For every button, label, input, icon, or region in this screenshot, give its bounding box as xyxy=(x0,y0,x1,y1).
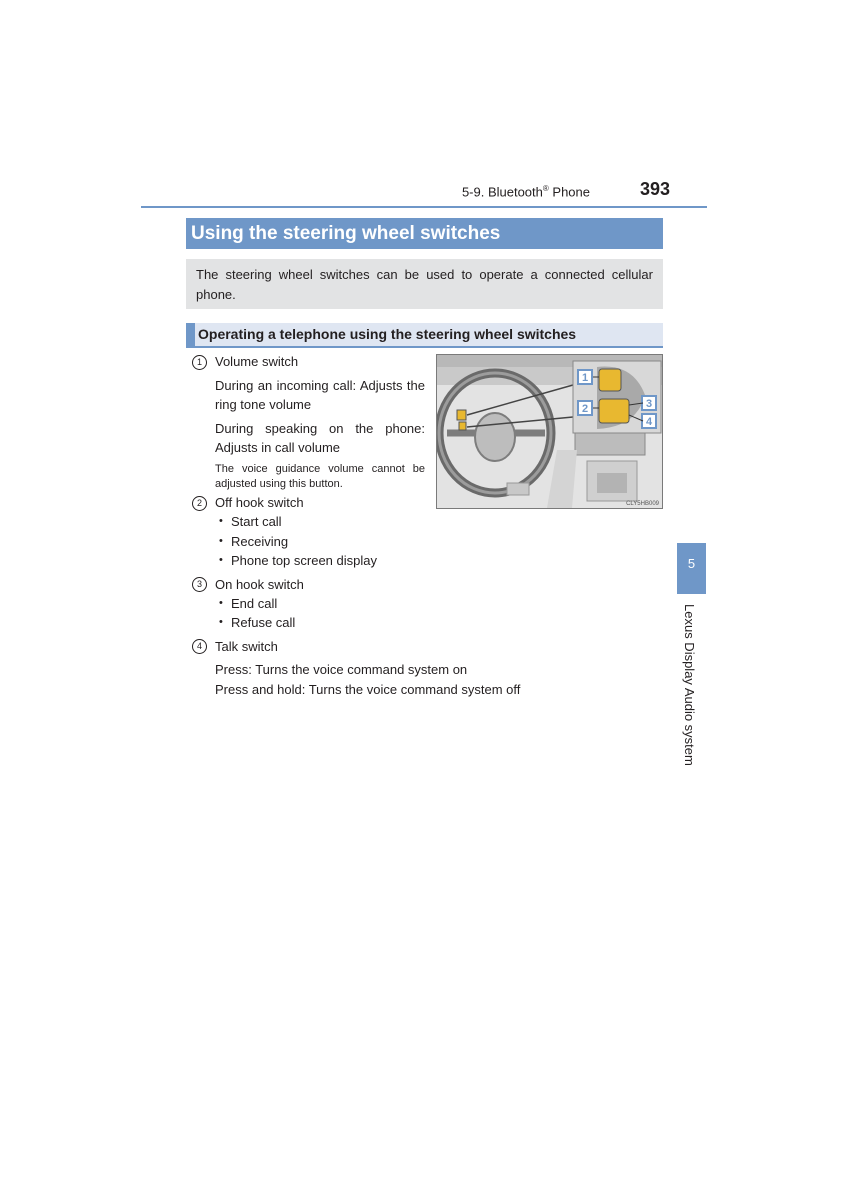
steering-wheel-illustration xyxy=(436,354,663,509)
item-title-talk-switch: Talk switch xyxy=(215,639,278,654)
bullet-item: Start call xyxy=(231,514,282,529)
subheading: Operating a telephone using the steering wheel switches xyxy=(186,323,663,348)
registered-mark: ® xyxy=(542,184,549,193)
chapter-tab: 5 xyxy=(677,543,706,594)
item-title-volume-switch: Volume switch xyxy=(215,354,299,369)
page-number: 393 xyxy=(640,179,671,199)
item-title-on-hook-switch: On hook switch xyxy=(215,577,304,592)
item-note: The voice guidance volume cannot be adjusted using this button. xyxy=(215,463,425,490)
section-title: Using the steering wheel switches xyxy=(186,218,663,249)
callout-1: 1 xyxy=(581,372,589,384)
header-section-text: 5-9. Bluetooth xyxy=(461,184,543,200)
item-detail: During speaking on the phone: Adjusts in call volume xyxy=(215,421,425,455)
bullet-item: End call xyxy=(231,596,278,611)
item-number-1: 1 xyxy=(192,355,207,370)
callout-3: 3 xyxy=(645,398,653,410)
item-title-off-hook-switch: Off hook switch xyxy=(215,495,304,510)
item-number-3: 3 xyxy=(192,577,207,592)
intro-box: The steering wheel switches can be used to operate a connected cellular phone. xyxy=(186,259,663,309)
steering-wheel-drawing xyxy=(437,355,662,508)
bullet-dot: • xyxy=(219,616,223,628)
item-number-4: 4 xyxy=(192,639,207,654)
header-rule xyxy=(141,206,707,208)
running-header xyxy=(420,184,590,199)
item-line: Press and hold: Turns the voice command system off xyxy=(215,682,521,697)
bullet-item: Receiving xyxy=(231,534,289,549)
item-number-2: 2 xyxy=(192,496,207,511)
illustration-code: CLY5HB009 xyxy=(626,501,659,507)
chapter-tab-label: Lexus Display Audio system xyxy=(682,604,697,766)
bullet-item: Refuse call xyxy=(231,615,296,630)
item-detail: During an incoming call: Adjusts the ring tone volume xyxy=(215,378,425,412)
bullet-item: Phone top screen display xyxy=(231,553,377,568)
callout-4: 4 xyxy=(645,416,653,428)
item-line: Press: Turns the voice command system on xyxy=(215,662,468,677)
bullet-dot: • xyxy=(219,515,223,527)
bullet-dot: • xyxy=(219,554,223,566)
callout-2: 2 xyxy=(581,403,589,415)
bullet-dot: • xyxy=(219,597,223,609)
header-section-suffix: Phone xyxy=(548,184,590,200)
bullet-dot: • xyxy=(219,535,223,547)
